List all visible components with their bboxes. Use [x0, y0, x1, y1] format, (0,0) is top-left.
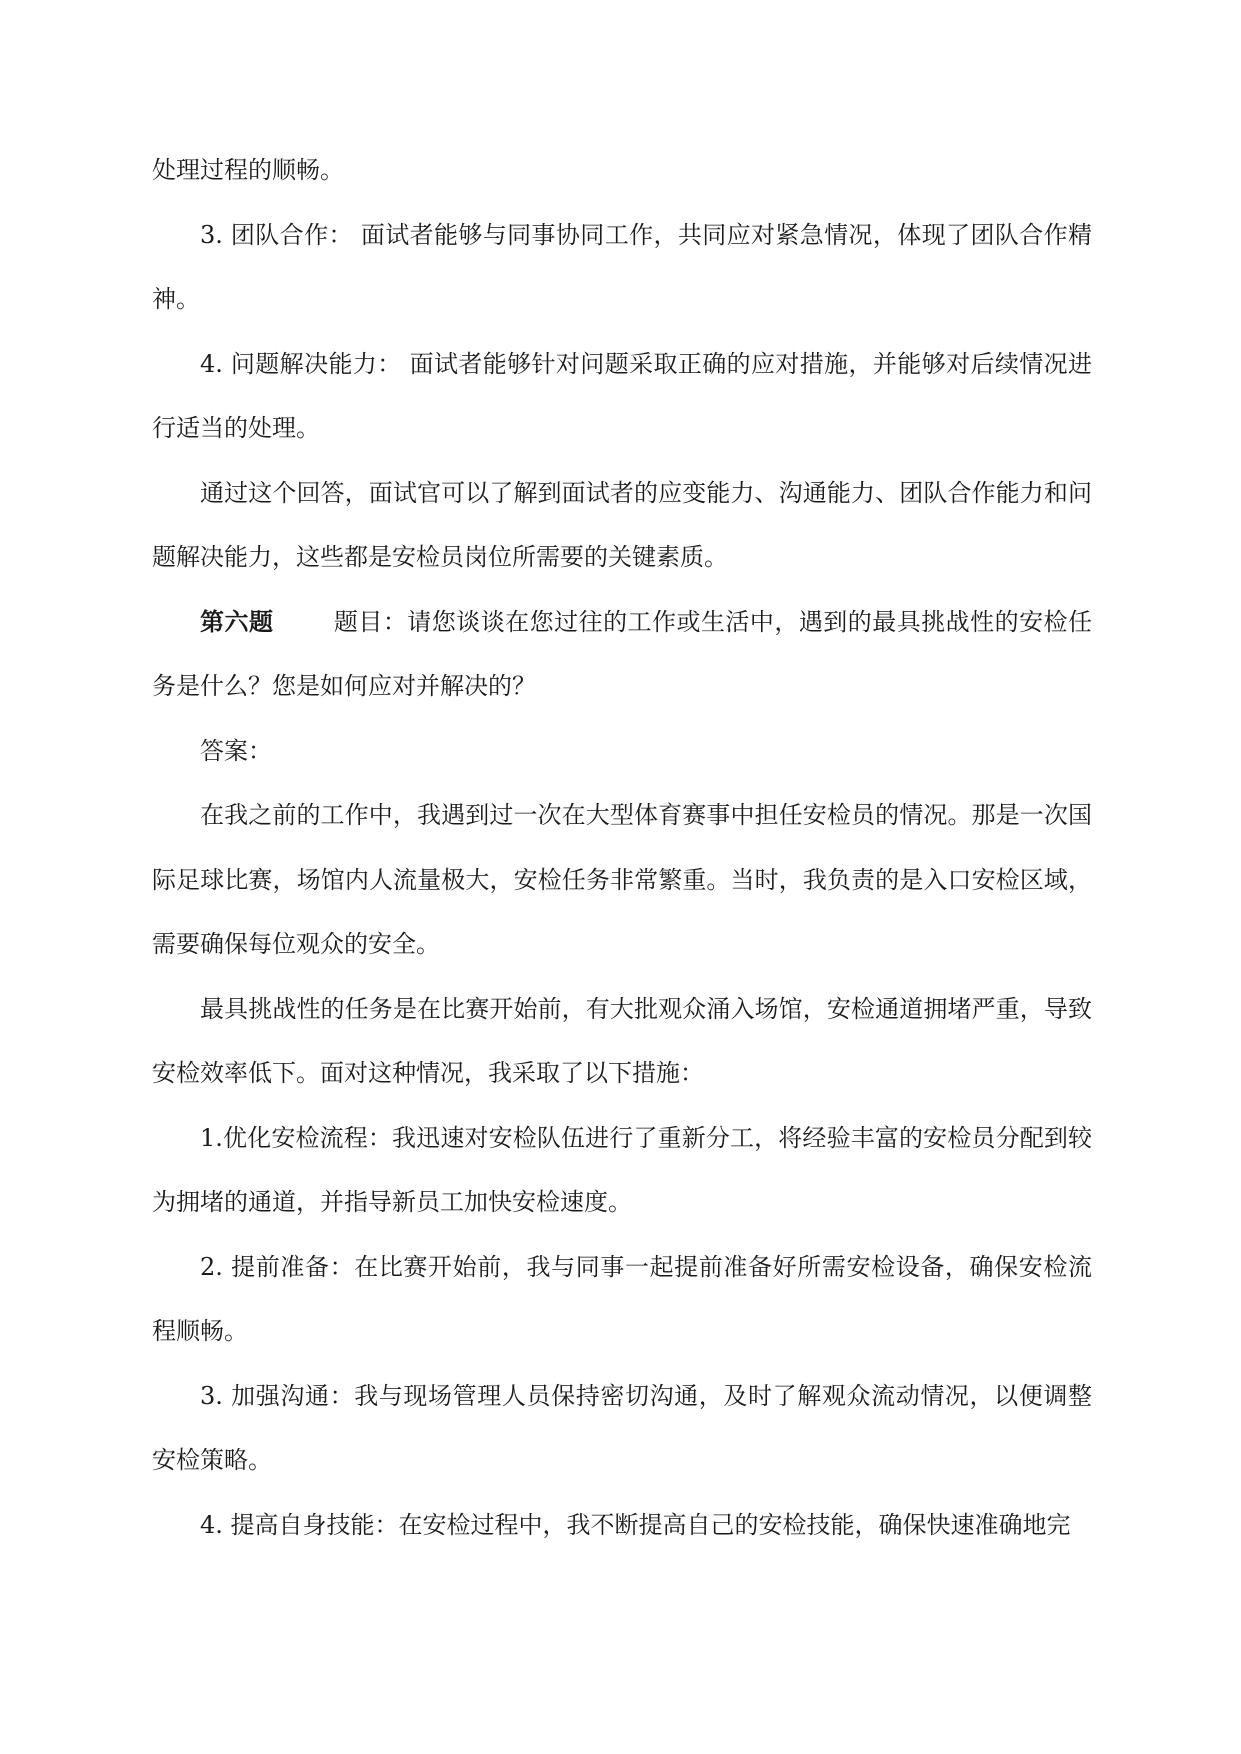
answer-item-4: 4. 提高自身技能：在安检过程中，我不断提高自己的安检技能，确保快速准确地完	[200, 1510, 1071, 1539]
question-text: 题目：请您谈谈在您过往的工作或生活中，遇到的最具挑战性的安检任务是什么？您是如何应对并解决的？	[152, 607, 1093, 700]
answer-paragraph-context: 在我之前的工作中，我遇到过一次在大型体育赛事中担任安检员的情况。那是一次国际足球比赛，场馆内人流量极大，安检任务非常繁重。当时，我负责的是入口安检区域，需要确保每位观众的安全。	[152, 801, 1092, 958]
document-body	[152, 138, 1092, 1557]
answer-label: 答案：	[200, 736, 272, 765]
question-paragraph	[152, 590, 1092, 719]
question-label: 第六题	[200, 606, 274, 636]
answer-item-1: 1.优化安检流程：我迅速对安检队伍进行了重新分工，将经验丰富的安检员分配到较为拥堵的通道，并指导新员工加快安检速度。	[152, 1123, 1092, 1216]
answer-item-2: 2. 提前准备：在比赛开始前，我与同事一起提前准备好所需安检设备，确保安检流程顺畅。	[152, 1252, 1092, 1345]
paragraph-problem-solving: 4. 问题解决能力： 面试者能够针对问题采取正确的应对措施，并能够对后续情况进行适当的处理。	[152, 349, 1092, 442]
paragraph-team-work: 3. 团队合作： 面试者能够与同事协同工作，共同应对紧急情况，体现了团队合作精神。	[152, 220, 1092, 313]
paragraph-summary: 通过这个回答，面试官可以了解到面试者的应变能力、沟通能力、团队合作能力和问题解决能力，这些都是安检员岗位所需要的关键素质。	[152, 478, 1092, 571]
answer-item-3: 3. 加强沟通：我与现场管理人员保持密切沟通，及时了解观众流动情况，以便调整安检策略。	[152, 1381, 1092, 1474]
paragraph-continuation: 处理过程的顺畅。	[152, 156, 344, 184]
answer-paragraph-challenge: 最具挑战性的任务是在比赛开始前，有大批观众涌入场馆，安检通道拥堵严重，导致安检效率低下。面对这种情况，我采取了以下措施：	[152, 994, 1092, 1087]
